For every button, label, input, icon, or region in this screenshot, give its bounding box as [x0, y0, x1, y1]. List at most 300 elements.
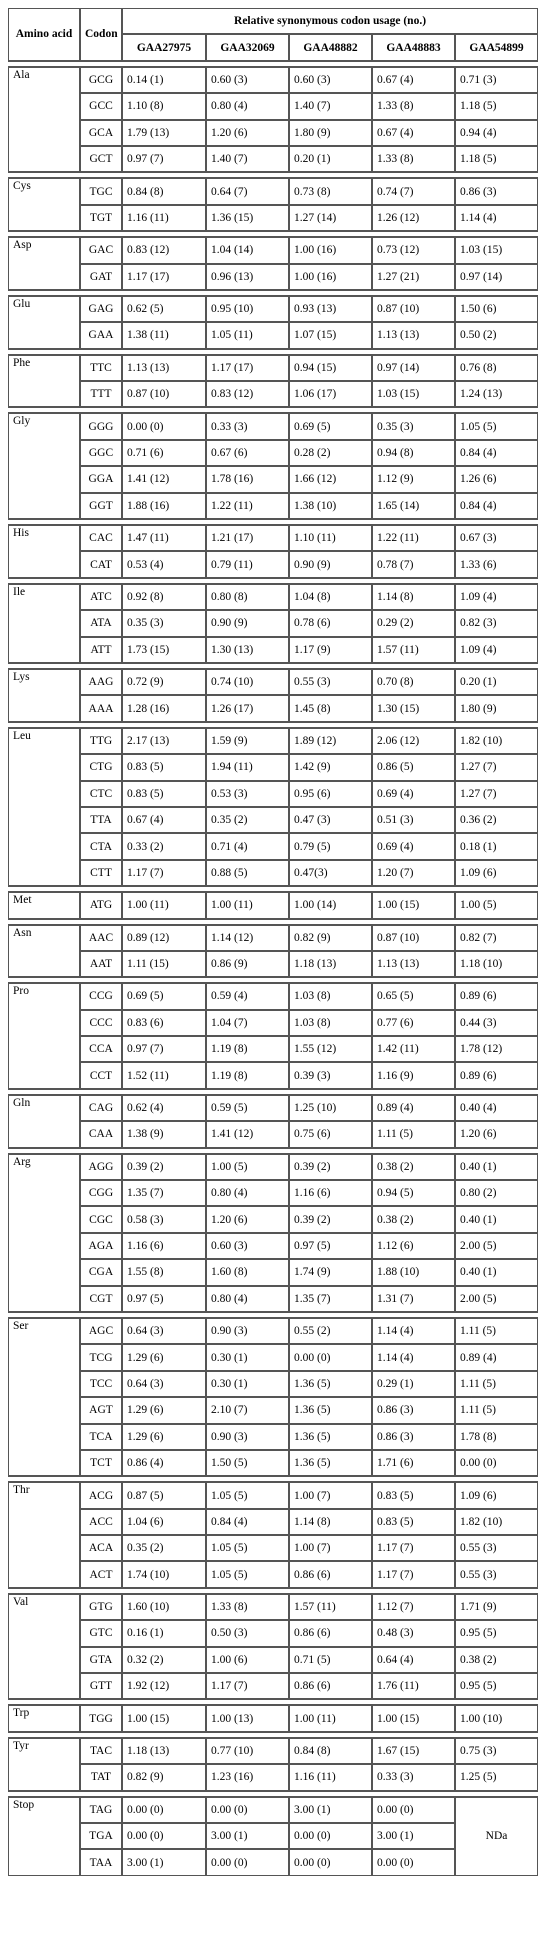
rscu-value-cell: 1.12 (7) [372, 1594, 455, 1620]
rscu-value-cell: 0.20 (1) [455, 669, 538, 695]
rscu-value-cell: 0.83 (5) [372, 1509, 455, 1535]
rscu-value-cell: 0.64 (3) [122, 1371, 206, 1397]
amino-acid-cell: Stop [8, 1797, 80, 1876]
rscu-value-cell: 1.18 (13) [289, 951, 372, 977]
rscu-value-cell: 0.72 (9) [122, 669, 206, 695]
rscu-value-cell: 0.79 (5) [289, 833, 372, 859]
table-row [8, 1424, 538, 1450]
rscu-value-cell: 1.80 (9) [289, 120, 372, 146]
rscu-value-cell: 2.10 (7) [206, 1397, 289, 1423]
rscu-value-cell: 0.88 (5) [206, 860, 289, 886]
rscu-value-cell: 0.83 (12) [122, 237, 206, 263]
rscu-value-cell: 0.00 (0) [289, 1823, 372, 1849]
rscu-value-cell: 1.20 (6) [455, 1121, 538, 1147]
rscu-value-cell: 1.17 (9) [289, 637, 372, 663]
rscu-value-cell: 1.60 (10) [122, 1594, 206, 1620]
rscu-value-cell: 1.57 (11) [372, 637, 455, 663]
rscu-value-cell: 0.33 (3) [206, 413, 289, 439]
rscu-value-cell: 1.30 (13) [206, 637, 289, 663]
rscu-value-cell: 0.29 (1) [372, 1371, 455, 1397]
codon-cell: CAG [80, 1095, 122, 1121]
codon-cell: ATA [80, 610, 122, 636]
rscu-value-cell: 0.97 (7) [122, 146, 206, 172]
codon-cell: ACG [80, 1482, 122, 1508]
rscu-value-cell: 1.24 (13) [455, 381, 538, 407]
rscu-value-cell: 0.64 (7) [206, 178, 289, 204]
rscu-value-cell: 1.27 (14) [289, 205, 372, 231]
codon-cell: CTA [80, 833, 122, 859]
table-row [8, 525, 538, 551]
table-row [8, 1738, 538, 1764]
rscu-value-cell: 0.48 (3) [372, 1620, 455, 1646]
rscu-value-cell: 1.41 (12) [122, 466, 206, 492]
table-row [8, 1509, 538, 1535]
rscu-value-cell: 0.65 (5) [372, 983, 455, 1009]
rscu-value-cell: 1.65 (14) [372, 493, 455, 519]
rscu-value-cell: 1.27 (21) [372, 264, 455, 290]
rscu-value-cell: 0.93 (13) [289, 296, 372, 322]
codon-cell: AGT [80, 1397, 122, 1423]
rscu-value-cell: 1.16 (6) [122, 1233, 206, 1259]
rscu-value-cell: 0.94 (8) [372, 440, 455, 466]
rscu-value-cell: 1.59 (9) [206, 728, 289, 754]
rscu-value-cell: 1.19 (8) [206, 1062, 289, 1088]
rscu-value-cell: 0.83 (5) [372, 1482, 455, 1508]
table-row [8, 1010, 538, 1036]
rscu-value-cell: 1.79 (13) [122, 120, 206, 146]
rscu-value-cell: 1.12 (9) [372, 466, 455, 492]
header-species: GAA48883 [372, 34, 455, 60]
rscu-value-cell: 0.38 (2) [372, 1206, 455, 1232]
codon-cell: TTC [80, 355, 122, 381]
codon-cell: TCA [80, 1424, 122, 1450]
rscu-value-cell: 0.55 (3) [455, 1535, 538, 1561]
table-row [8, 440, 538, 466]
table-row [8, 381, 538, 407]
codon-cell: CCG [80, 983, 122, 1009]
rscu-value-cell: 0.80 (2) [455, 1180, 538, 1206]
rscu-value-cell: 1.16 (9) [372, 1062, 455, 1088]
rscu-value-cell: 1.41 (12) [206, 1121, 289, 1147]
rscu-value-cell: 0.40 (1) [455, 1154, 538, 1180]
rscu-value-cell: 0.35 (3) [372, 413, 455, 439]
rscu-value-cell: 1.50 (6) [455, 296, 538, 322]
rscu-value-cell: 1.55 (12) [289, 1036, 372, 1062]
rscu-value-cell: 0.86 (3) [372, 1424, 455, 1450]
rscu-value-cell: 0.75 (6) [289, 1121, 372, 1147]
codon-cell: GGT [80, 493, 122, 519]
rscu-value-cell: 0.20 (1) [289, 146, 372, 172]
amino-acid-cell: Lys [8, 669, 80, 722]
rscu-value-cell: 1.00 (5) [206, 1154, 289, 1180]
rscu-value-cell: 0.39 (3) [289, 1062, 372, 1088]
table-row [8, 833, 538, 859]
rscu-value-cell: 0.90 (9) [289, 551, 372, 577]
rscu-value-cell: 1.00 (15) [372, 1705, 455, 1731]
amino-acid-cell: Cys [8, 178, 80, 231]
amino-acid-cell: Gln [8, 1095, 80, 1148]
codon-cell: GAT [80, 264, 122, 290]
rscu-value-cell: 1.14 (4) [455, 205, 538, 231]
rscu-value-cell: 1.00 (13) [206, 1705, 289, 1731]
rscu-value-cell: 1.04 (6) [122, 1509, 206, 1535]
rscu-value-cell: 0.00 (0) [372, 1849, 455, 1875]
codon-cell: ATG [80, 892, 122, 918]
rscu-value-cell: 1.22 (11) [372, 525, 455, 551]
table-row [8, 120, 538, 146]
rscu-value-cell: 0.89 (6) [455, 1062, 538, 1088]
rscu-value-cell: 0.90 (3) [206, 1318, 289, 1344]
rscu-value-cell: 0.55 (3) [289, 669, 372, 695]
amino-acid-cell: Val [8, 1594, 80, 1700]
rscu-value-cell: 1.20 (6) [206, 120, 289, 146]
rscu-value-cell: 0.00 (0) [455, 1450, 538, 1476]
table-row [8, 610, 538, 636]
rscu-value-cell: 1.17 (7) [372, 1535, 455, 1561]
rscu-value-cell: 3.00 (1) [122, 1849, 206, 1875]
rscu-value-cell: 0.00 (0) [206, 1849, 289, 1875]
rscu-value-cell: 1.16 (6) [289, 1180, 372, 1206]
codon-cell: CTG [80, 754, 122, 780]
rscu-value-cell: 0.71 (6) [122, 440, 206, 466]
rscu-value-cell: 0.00 (0) [289, 1344, 372, 1370]
rscu-value-cell: 1.14 (8) [289, 1509, 372, 1535]
rscu-value-cell: 1.42 (11) [372, 1036, 455, 1062]
rscu-value-cell: 1.26 (6) [455, 466, 538, 492]
rscu-value-cell: 0.89 (12) [122, 925, 206, 951]
rscu-value-cell: 1.06 (17) [289, 381, 372, 407]
table-row [8, 237, 538, 263]
amino-acid-cell: Ala [8, 67, 80, 173]
rscu-value-cell: 1.42 (9) [289, 754, 372, 780]
table-row [8, 146, 538, 172]
rscu-value-cell: 0.38 (2) [372, 1154, 455, 1180]
codon-cell: AGG [80, 1154, 122, 1180]
table-row [8, 1620, 538, 1646]
table-row [8, 1036, 538, 1062]
rscu-value-cell: 1.26 (12) [372, 205, 455, 231]
rscu-value-cell: 0.83 (5) [122, 754, 206, 780]
rscu-value-cell: 1.66 (12) [289, 466, 372, 492]
rscu-value-cell: 1.12 (6) [372, 1233, 455, 1259]
rscu-value-cell: 0.95 (5) [455, 1620, 538, 1646]
amino-acid-cell: Ile [8, 584, 80, 663]
table-header [8, 8, 538, 61]
table-row [8, 669, 538, 695]
rscu-value-cell: 1.94 (11) [206, 754, 289, 780]
codon-cell: TCC [80, 1371, 122, 1397]
rscu-value-cell: 0.16 (1) [122, 1620, 206, 1646]
rscu-value-cell: 0.29 (2) [372, 610, 455, 636]
table-row [8, 584, 538, 610]
rscu-value-cell: 0.97 (5) [122, 1286, 206, 1312]
codon-cell: TGG [80, 1705, 122, 1731]
rscu-value-cell: 0.80 (4) [206, 1180, 289, 1206]
rscu-value-cell: 0.67 (4) [372, 67, 455, 93]
rscu-value-cell: 1.57 (11) [289, 1594, 372, 1620]
codon-cell: TGA [80, 1823, 122, 1849]
rscu-value-cell: 1.09 (6) [455, 860, 538, 886]
rscu-value-cell: 1.09 (4) [455, 637, 538, 663]
rscu-value-cell: 2.00 (5) [455, 1286, 538, 1312]
rscu-value-cell: 0.84 (4) [206, 1509, 289, 1535]
rscu-value-cell: 1.04 (14) [206, 237, 289, 263]
rscu-value-cell: 0.74 (7) [372, 178, 455, 204]
table-row [8, 1154, 538, 1180]
header-species: GAA48882 [289, 34, 372, 60]
rscu-value-cell: 0.90 (9) [206, 610, 289, 636]
rscu-value-cell: 0.86 (3) [372, 1397, 455, 1423]
codon-cell: CAA [80, 1121, 122, 1147]
rscu-value-cell: 1.00 (15) [372, 892, 455, 918]
rscu-value-cell: 1.27 (7) [455, 754, 538, 780]
rscu-value-cell: 1.17 (7) [372, 1561, 455, 1587]
rscu-value-cell: 1.11 (15) [122, 951, 206, 977]
rscu-value-cell: 0.86 (3) [455, 178, 538, 204]
table-row [8, 754, 538, 780]
rscu-value-cell: 0.83 (5) [122, 781, 206, 807]
rscu-value-cell: 0.59 (4) [206, 983, 289, 1009]
rscu-value-cell: 0.78 (7) [372, 551, 455, 577]
table-row [8, 1180, 538, 1206]
table-row [8, 1397, 538, 1423]
rscu-value-cell: 1.17 (7) [206, 1673, 289, 1699]
rscu-value-cell: 1.47 (11) [122, 525, 206, 551]
rscu-value-cell: 1.04 (7) [206, 1010, 289, 1036]
rscu-value-cell: 1.13 (13) [372, 322, 455, 348]
rscu-value-cell: 1.40 (7) [206, 146, 289, 172]
rscu-value-cell: 1.55 (8) [122, 1259, 206, 1285]
rscu-value-cell: 3.00 (1) [289, 1797, 372, 1823]
rscu-value-cell: 0.84 (8) [289, 1738, 372, 1764]
codon-cell: GTA [80, 1647, 122, 1673]
rscu-value-cell: 1.30 (15) [372, 695, 455, 721]
rscu-value-cell: 1.00 (15) [122, 1705, 206, 1731]
table-row [8, 296, 538, 322]
rscu-value-cell: 1.14 (8) [372, 584, 455, 610]
table-row [8, 1535, 538, 1561]
rscu-value-cell: 0.86 (6) [289, 1561, 372, 1587]
rscu-value-cell: 1.80 (9) [455, 695, 538, 721]
rscu-value-cell: 1.00 (11) [122, 892, 206, 918]
rscu-value-cell: 1.07 (15) [289, 322, 372, 348]
table-row [8, 983, 538, 1009]
codon-cell: GGA [80, 466, 122, 492]
rscu-value-cell: 0.94 (15) [289, 355, 372, 381]
header-rscu-group: Relative synonymous codon usage (no.) [122, 8, 538, 34]
rscu-value-cell: 1.00 (5) [455, 892, 538, 918]
codon-cell: CAC [80, 525, 122, 551]
rscu-value-cell: 0.87 (10) [372, 296, 455, 322]
rscu-value-cell: 0.39 (2) [289, 1206, 372, 1232]
rscu-value-cell: 0.33 (3) [372, 1764, 455, 1790]
rscu-value-cell: 0.96 (13) [206, 264, 289, 290]
codon-cell: AGA [80, 1233, 122, 1259]
rscu-value-cell: 1.18 (5) [455, 146, 538, 172]
rscu-value-cell: 0.97 (14) [455, 264, 538, 290]
rscu-value-cell: 1.29 (6) [122, 1397, 206, 1423]
rscu-value-cell: 1.00 (16) [289, 237, 372, 263]
table-row [8, 413, 538, 439]
rscu-value-cell: 0.40 (1) [455, 1259, 538, 1285]
rscu-value-cell: 1.17 (17) [122, 264, 206, 290]
rscu-value-cell: 0.95 (5) [455, 1673, 538, 1699]
rscu-value-cell: 1.05 (5) [206, 1482, 289, 1508]
codon-cell: ACC [80, 1509, 122, 1535]
rscu-value-cell: 1.09 (4) [455, 584, 538, 610]
rscu-value-cell: 1.13 (13) [372, 951, 455, 977]
table-row [8, 1095, 538, 1121]
rscu-value-cell: 1.33 (6) [455, 551, 538, 577]
rscu-value-cell: 1.11 (5) [455, 1371, 538, 1397]
codon-cell: GCC [80, 93, 122, 119]
rscu-value-cell: 0.69 (5) [289, 413, 372, 439]
table-row [8, 1450, 538, 1476]
codon-cell: CCC [80, 1010, 122, 1036]
rscu-value-cell: 1.89 (12) [289, 728, 372, 754]
codon-cell: AGC [80, 1318, 122, 1344]
rscu-value-cell: 1.74 (10) [122, 1561, 206, 1587]
rscu-value-cell: 0.89 (4) [372, 1095, 455, 1121]
rscu-value-cell: 1.26 (17) [206, 695, 289, 721]
table-row [8, 892, 538, 918]
amino-acid-cell: Asn [8, 925, 80, 978]
rscu-value-cell: 1.35 (7) [289, 1286, 372, 1312]
rscu-value-cell: 2.17 (13) [122, 728, 206, 754]
rscu-value-cell: 0.86 (6) [289, 1620, 372, 1646]
rscu-value-cell: 1.38 (10) [289, 493, 372, 519]
table-row [8, 1062, 538, 1088]
codon-cell: TAT [80, 1764, 122, 1790]
rscu-value-cell: 0.82 (9) [289, 925, 372, 951]
rscu-value-cell: 1.35 (7) [122, 1180, 206, 1206]
codon-cell: CTC [80, 781, 122, 807]
amino-acid-cell: Asp [8, 237, 80, 290]
rscu-value-cell: 0.84 (4) [455, 440, 538, 466]
rscu-value-cell: 0.73 (8) [289, 178, 372, 204]
table-row [8, 1594, 538, 1620]
rscu-value-cell: 1.60 (8) [206, 1259, 289, 1285]
rscu-value-cell: 0.00 (0) [122, 413, 206, 439]
codon-cell: CGC [80, 1206, 122, 1232]
rscu-value-cell: 1.67 (15) [372, 1738, 455, 1764]
amino-acid-cell: Ser [8, 1318, 80, 1476]
rscu-value-cell: 0.38 (2) [455, 1647, 538, 1673]
rscu-value-cell: 1.03 (8) [289, 1010, 372, 1036]
rscu-value-cell: 2.06 (12) [372, 728, 455, 754]
rscu-value-cell: 0.60 (3) [289, 67, 372, 93]
rscu-value-cell: 1.19 (8) [206, 1036, 289, 1062]
rscu-value-cell: 1.05 (5) [455, 413, 538, 439]
rscu-value-cell: 1.29 (6) [122, 1424, 206, 1450]
rscu-value-cell: 1.05 (5) [206, 1535, 289, 1561]
rscu-value-cell: 0.47 (3) [289, 807, 372, 833]
table-body [8, 61, 538, 1876]
rscu-value-cell: 1.10 (8) [122, 93, 206, 119]
rscu-value-cell: 0.71 (3) [455, 67, 538, 93]
header-species: GAA27975 [122, 34, 206, 60]
rscu-value-cell: 1.00 (7) [289, 1482, 372, 1508]
rscu-value-cell: 0.69 (4) [372, 833, 455, 859]
amino-acid-cell: Glu [8, 296, 80, 349]
rscu-value-cell: 0.67 (4) [122, 807, 206, 833]
rscu-value-cell: 1.36 (5) [289, 1371, 372, 1397]
rscu-value-cell: 1.00 (7) [289, 1535, 372, 1561]
rscu-value-cell: 1.33 (8) [372, 146, 455, 172]
codon-cell: GAA [80, 322, 122, 348]
rscu-value-cell: 0.39 (2) [289, 1154, 372, 1180]
rscu-value-cell: 1.03 (15) [455, 237, 538, 263]
codon-cell: TAC [80, 1738, 122, 1764]
rscu-value-cell: 1.00 (6) [206, 1647, 289, 1673]
rscu-value-cell: 0.92 (8) [122, 584, 206, 610]
header-codon: Codon [80, 8, 122, 61]
rscu-value-cell: 1.14 (12) [206, 925, 289, 951]
rscu-value-cell: 0.64 (3) [122, 1318, 206, 1344]
table-row [8, 1259, 538, 1285]
codon-cell: TTT [80, 381, 122, 407]
rscu-value-cell: 1.38 (11) [122, 322, 206, 348]
rscu-value-cell: 1.52 (11) [122, 1062, 206, 1088]
rscu-value-cell: 0.89 (6) [455, 983, 538, 1009]
rscu-value-cell: 1.14 (4) [372, 1318, 455, 1344]
codon-cell: ATC [80, 584, 122, 610]
rscu-value-cell: 0.14 (1) [122, 67, 206, 93]
rscu-value-cell: 0.71 (4) [206, 833, 289, 859]
rscu-value-cell: 0.32 (2) [122, 1647, 206, 1673]
rscu-value-cell: 0.69 (5) [122, 983, 206, 1009]
codon-cell: TAG [80, 1797, 122, 1823]
rscu-value-cell: 0.62 (4) [122, 1095, 206, 1121]
codon-cell: AAC [80, 925, 122, 951]
rscu-value-cell: 0.80 (4) [206, 93, 289, 119]
rscu-value-cell: 0.78 (6) [289, 610, 372, 636]
rscu-value-cell: 1.00 (11) [206, 892, 289, 918]
rscu-value-cell: 1.00 (16) [289, 264, 372, 290]
amino-acid-cell: His [8, 525, 80, 578]
codon-cell: GCG [80, 67, 122, 93]
not-determined-cell: NDa [455, 1797, 538, 1876]
table-row [8, 807, 538, 833]
rscu-value-cell: 3.00 (1) [372, 1823, 455, 1849]
rscu-value-cell: 0.30 (1) [206, 1344, 289, 1370]
rscu-value-cell: 0.35 (3) [122, 610, 206, 636]
rscu-value-cell: 0.40 (4) [455, 1095, 538, 1121]
amino-acid-cell: Pro [8, 983, 80, 1089]
rscu-value-cell: 1.20 (7) [372, 860, 455, 886]
table-row [8, 1647, 538, 1673]
rscu-value-cell: 1.21 (17) [206, 525, 289, 551]
rscu-value-cell: 0.55 (3) [455, 1561, 538, 1587]
codon-cell: AAA [80, 695, 122, 721]
rscu-value-cell: 0.82 (7) [455, 925, 538, 951]
rscu-value-cell: 0.47(3) [289, 860, 372, 886]
rscu-value-cell: 0.80 (8) [206, 584, 289, 610]
table-row [8, 1673, 538, 1699]
rscu-value-cell: 0.28 (2) [289, 440, 372, 466]
rscu-value-cell: 0.77 (6) [372, 1010, 455, 1036]
rscu-value-cell: 2.00 (5) [455, 1233, 538, 1259]
rscu-value-cell: 1.36 (15) [206, 205, 289, 231]
rscu-value-cell: 0.53 (3) [206, 781, 289, 807]
rscu-value-cell: 0.82 (3) [455, 610, 538, 636]
rscu-value-cell: 1.23 (16) [206, 1764, 289, 1790]
codon-cell: GCA [80, 120, 122, 146]
codon-cell: TGC [80, 178, 122, 204]
table-row [8, 860, 538, 886]
rscu-value-cell: 1.36 (5) [289, 1450, 372, 1476]
codon-cell: GTC [80, 1620, 122, 1646]
